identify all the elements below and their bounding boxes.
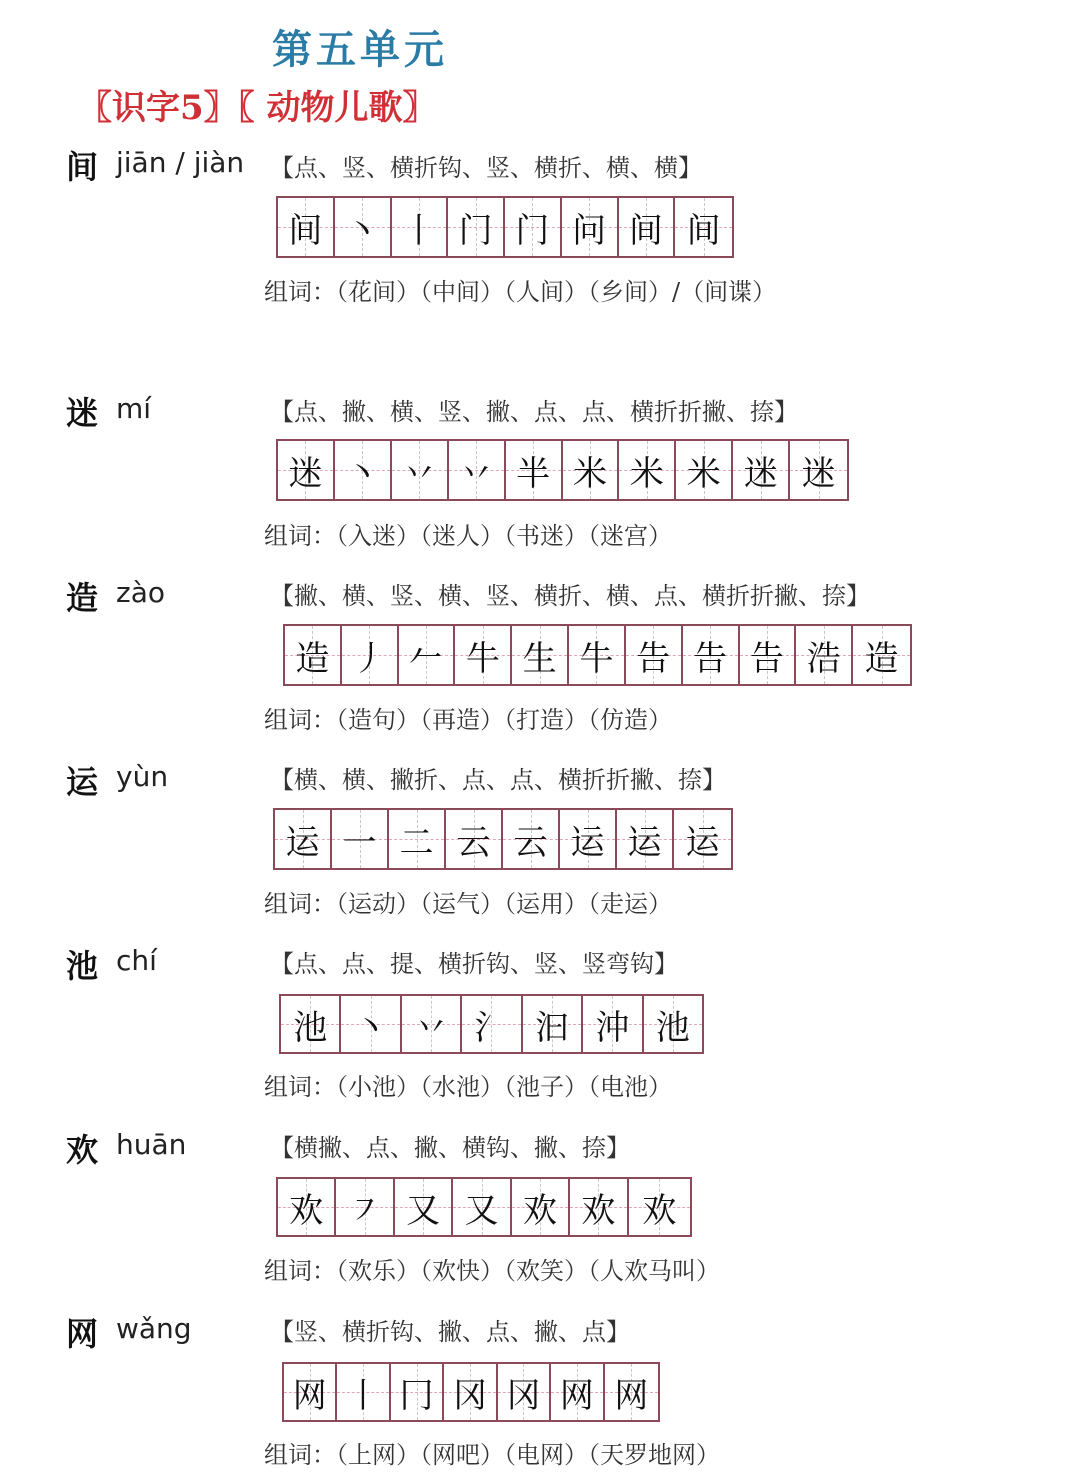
grid-cell: 迷 xyxy=(733,441,790,499)
grid-cell: 云 xyxy=(446,810,503,868)
grid-cell: 迷 xyxy=(790,441,847,499)
words-label: 组词： xyxy=(264,522,336,550)
grid-cell: 池 xyxy=(281,996,341,1052)
word-list xyxy=(264,1067,672,1102)
pinyin: yùn xyxy=(116,760,169,793)
pinyin: jiān / jiàn xyxy=(116,146,245,179)
grid-cell: 迷 xyxy=(278,441,335,499)
headword: 欢 xyxy=(66,1131,99,1169)
grid-cell: 丷 xyxy=(449,441,506,499)
grid-cell: 牛 xyxy=(455,626,512,684)
grid-cell: 云 xyxy=(503,810,560,868)
grid-cell: 间 xyxy=(278,198,335,256)
grid-cell: 运 xyxy=(674,810,731,868)
grid-cell: 沖 xyxy=(583,996,643,1052)
word-list xyxy=(264,884,672,919)
grid-cell: 半 xyxy=(506,441,563,499)
unit-title: 第五单元 xyxy=(272,26,448,73)
stroke-grid xyxy=(283,624,912,686)
grid-cell: 告 xyxy=(740,626,797,684)
pinyin: chí xyxy=(116,944,157,977)
words-label: 组词： xyxy=(264,1441,336,1469)
headword: 迷 xyxy=(66,394,99,432)
pinyin: zào xyxy=(116,576,165,609)
grid-cell: 运 xyxy=(560,810,617,868)
pinyin: huān xyxy=(116,1128,187,1161)
grid-cell: 米 xyxy=(619,441,676,499)
word-list xyxy=(264,272,776,307)
pinyin: mí xyxy=(116,392,152,425)
words-values: （造句）（再造）（打造）（仿造） xyxy=(336,706,672,734)
grid-cell: 牛 xyxy=(569,626,626,684)
grid-cell: 丷 xyxy=(392,441,449,499)
grid-cell: 二 xyxy=(389,810,446,868)
grid-cell: ㇇ xyxy=(336,1179,394,1235)
words-label: 组词： xyxy=(264,890,336,918)
grid-cell: 米 xyxy=(676,441,733,499)
grid-cell: 一 xyxy=(332,810,389,868)
grid-cell: 网 xyxy=(605,1364,658,1420)
words-label: 组词： xyxy=(264,1073,336,1101)
headword: 间 xyxy=(66,148,99,186)
grid-cell: 告 xyxy=(683,626,740,684)
words-values: （入迷）（迷人）（书迷）（迷宫） xyxy=(336,522,672,550)
grid-cell: 间 xyxy=(619,198,676,256)
pinyin: wǎng xyxy=(116,1312,192,1345)
words-label: 组词： xyxy=(264,706,336,734)
grid-cell: 𠂉 xyxy=(399,626,456,684)
grid-cell: 欢 xyxy=(278,1179,336,1235)
stroke-order: 【点、竖、横折钩、竖、横折、横、横】 xyxy=(270,154,702,182)
grid-cell: 生 xyxy=(512,626,569,684)
grid-cell: 运 xyxy=(617,810,674,868)
word-list xyxy=(264,516,672,551)
grid-cell: 米 xyxy=(563,441,620,499)
stroke-grid xyxy=(276,439,849,501)
stroke-order: 【横撇、点、撇、横钩、撇、捺】 xyxy=(270,1134,630,1162)
grid-cell: 丿 xyxy=(342,626,399,684)
grid-cell: 池 xyxy=(644,996,702,1052)
grid-cell: 丶 xyxy=(335,441,392,499)
stroke-grid xyxy=(276,1177,692,1237)
stroke-order: 【撇、横、竖、横、竖、横折、横、点、横折折撇、捺】 xyxy=(270,582,870,610)
stroke-grid xyxy=(273,808,733,870)
grid-cell: 欢 xyxy=(629,1179,690,1235)
grid-cell: 冈 xyxy=(498,1364,551,1420)
word-list xyxy=(264,1435,720,1470)
word-list xyxy=(264,700,672,735)
headword: 造 xyxy=(66,579,99,617)
grid-cell: 门 xyxy=(505,198,562,256)
stroke-grid xyxy=(279,994,704,1054)
words-values: （小池）（水池）（池子）（电池） xyxy=(336,1073,672,1101)
grid-cell: 冈 xyxy=(444,1364,497,1420)
grid-cell: 造 xyxy=(853,626,910,684)
grid-cell: 冂 xyxy=(391,1364,444,1420)
grid-cell: 丷 xyxy=(402,996,462,1052)
stroke-grid xyxy=(282,1362,660,1422)
stroke-order: 【横、横、撇折、点、点、横折折撇、捺】 xyxy=(270,766,726,794)
word-list xyxy=(264,1251,720,1286)
stroke-order: 【点、点、提、横折钩、竖、竖弯钩】 xyxy=(270,950,678,978)
stroke-grid xyxy=(276,196,734,258)
grid-cell: 丶 xyxy=(335,198,392,256)
headword: 网 xyxy=(66,1315,99,1353)
grid-cell: 造 xyxy=(285,626,342,684)
grid-cell: 网 xyxy=(551,1364,604,1420)
stroke-order: 【竖、横折钩、撇、点、撇、点】 xyxy=(270,1318,630,1346)
grid-cell: 氵 xyxy=(462,996,522,1052)
grid-cell: 问 xyxy=(562,198,619,256)
words-values: （花间）（中间）（人间）（乡间）/（间谍） xyxy=(336,278,777,306)
words-label: 组词： xyxy=(264,278,336,306)
grid-cell: 欢 xyxy=(512,1179,570,1235)
headword: 池 xyxy=(66,947,99,985)
grid-cell: 告 xyxy=(626,626,683,684)
headword: 运 xyxy=(66,763,99,801)
grid-cell: 丶 xyxy=(341,996,401,1052)
lesson-subtitle: 〖识字5〗〖 动物儿歌〗 xyxy=(78,88,437,128)
words-label: 组词： xyxy=(264,1257,336,1285)
grid-cell: 汩 xyxy=(523,996,583,1052)
grid-cell: 间 xyxy=(675,198,732,256)
grid-cell: 又 xyxy=(395,1179,453,1235)
grid-cell: 欢 xyxy=(570,1179,628,1235)
stroke-order: 【点、撇、横、竖、撇、点、点、横折折撇、捺】 xyxy=(270,398,798,426)
grid-cell: 网 xyxy=(284,1364,337,1420)
grid-cell: 运 xyxy=(275,810,332,868)
grid-cell: 丨 xyxy=(392,198,449,256)
grid-cell: 丨 xyxy=(337,1364,390,1420)
words-values: （运动）（运气）（运用）（走运） xyxy=(336,890,672,918)
grid-cell: 浩 xyxy=(796,626,853,684)
words-values: （欢乐）（欢快）（欢笑）（人欢马叫） xyxy=(336,1257,720,1285)
grid-cell: 又 xyxy=(453,1179,511,1235)
grid-cell: 门 xyxy=(448,198,505,256)
words-values: （上网）（网吧）（电网）（天罗地网） xyxy=(336,1441,720,1469)
